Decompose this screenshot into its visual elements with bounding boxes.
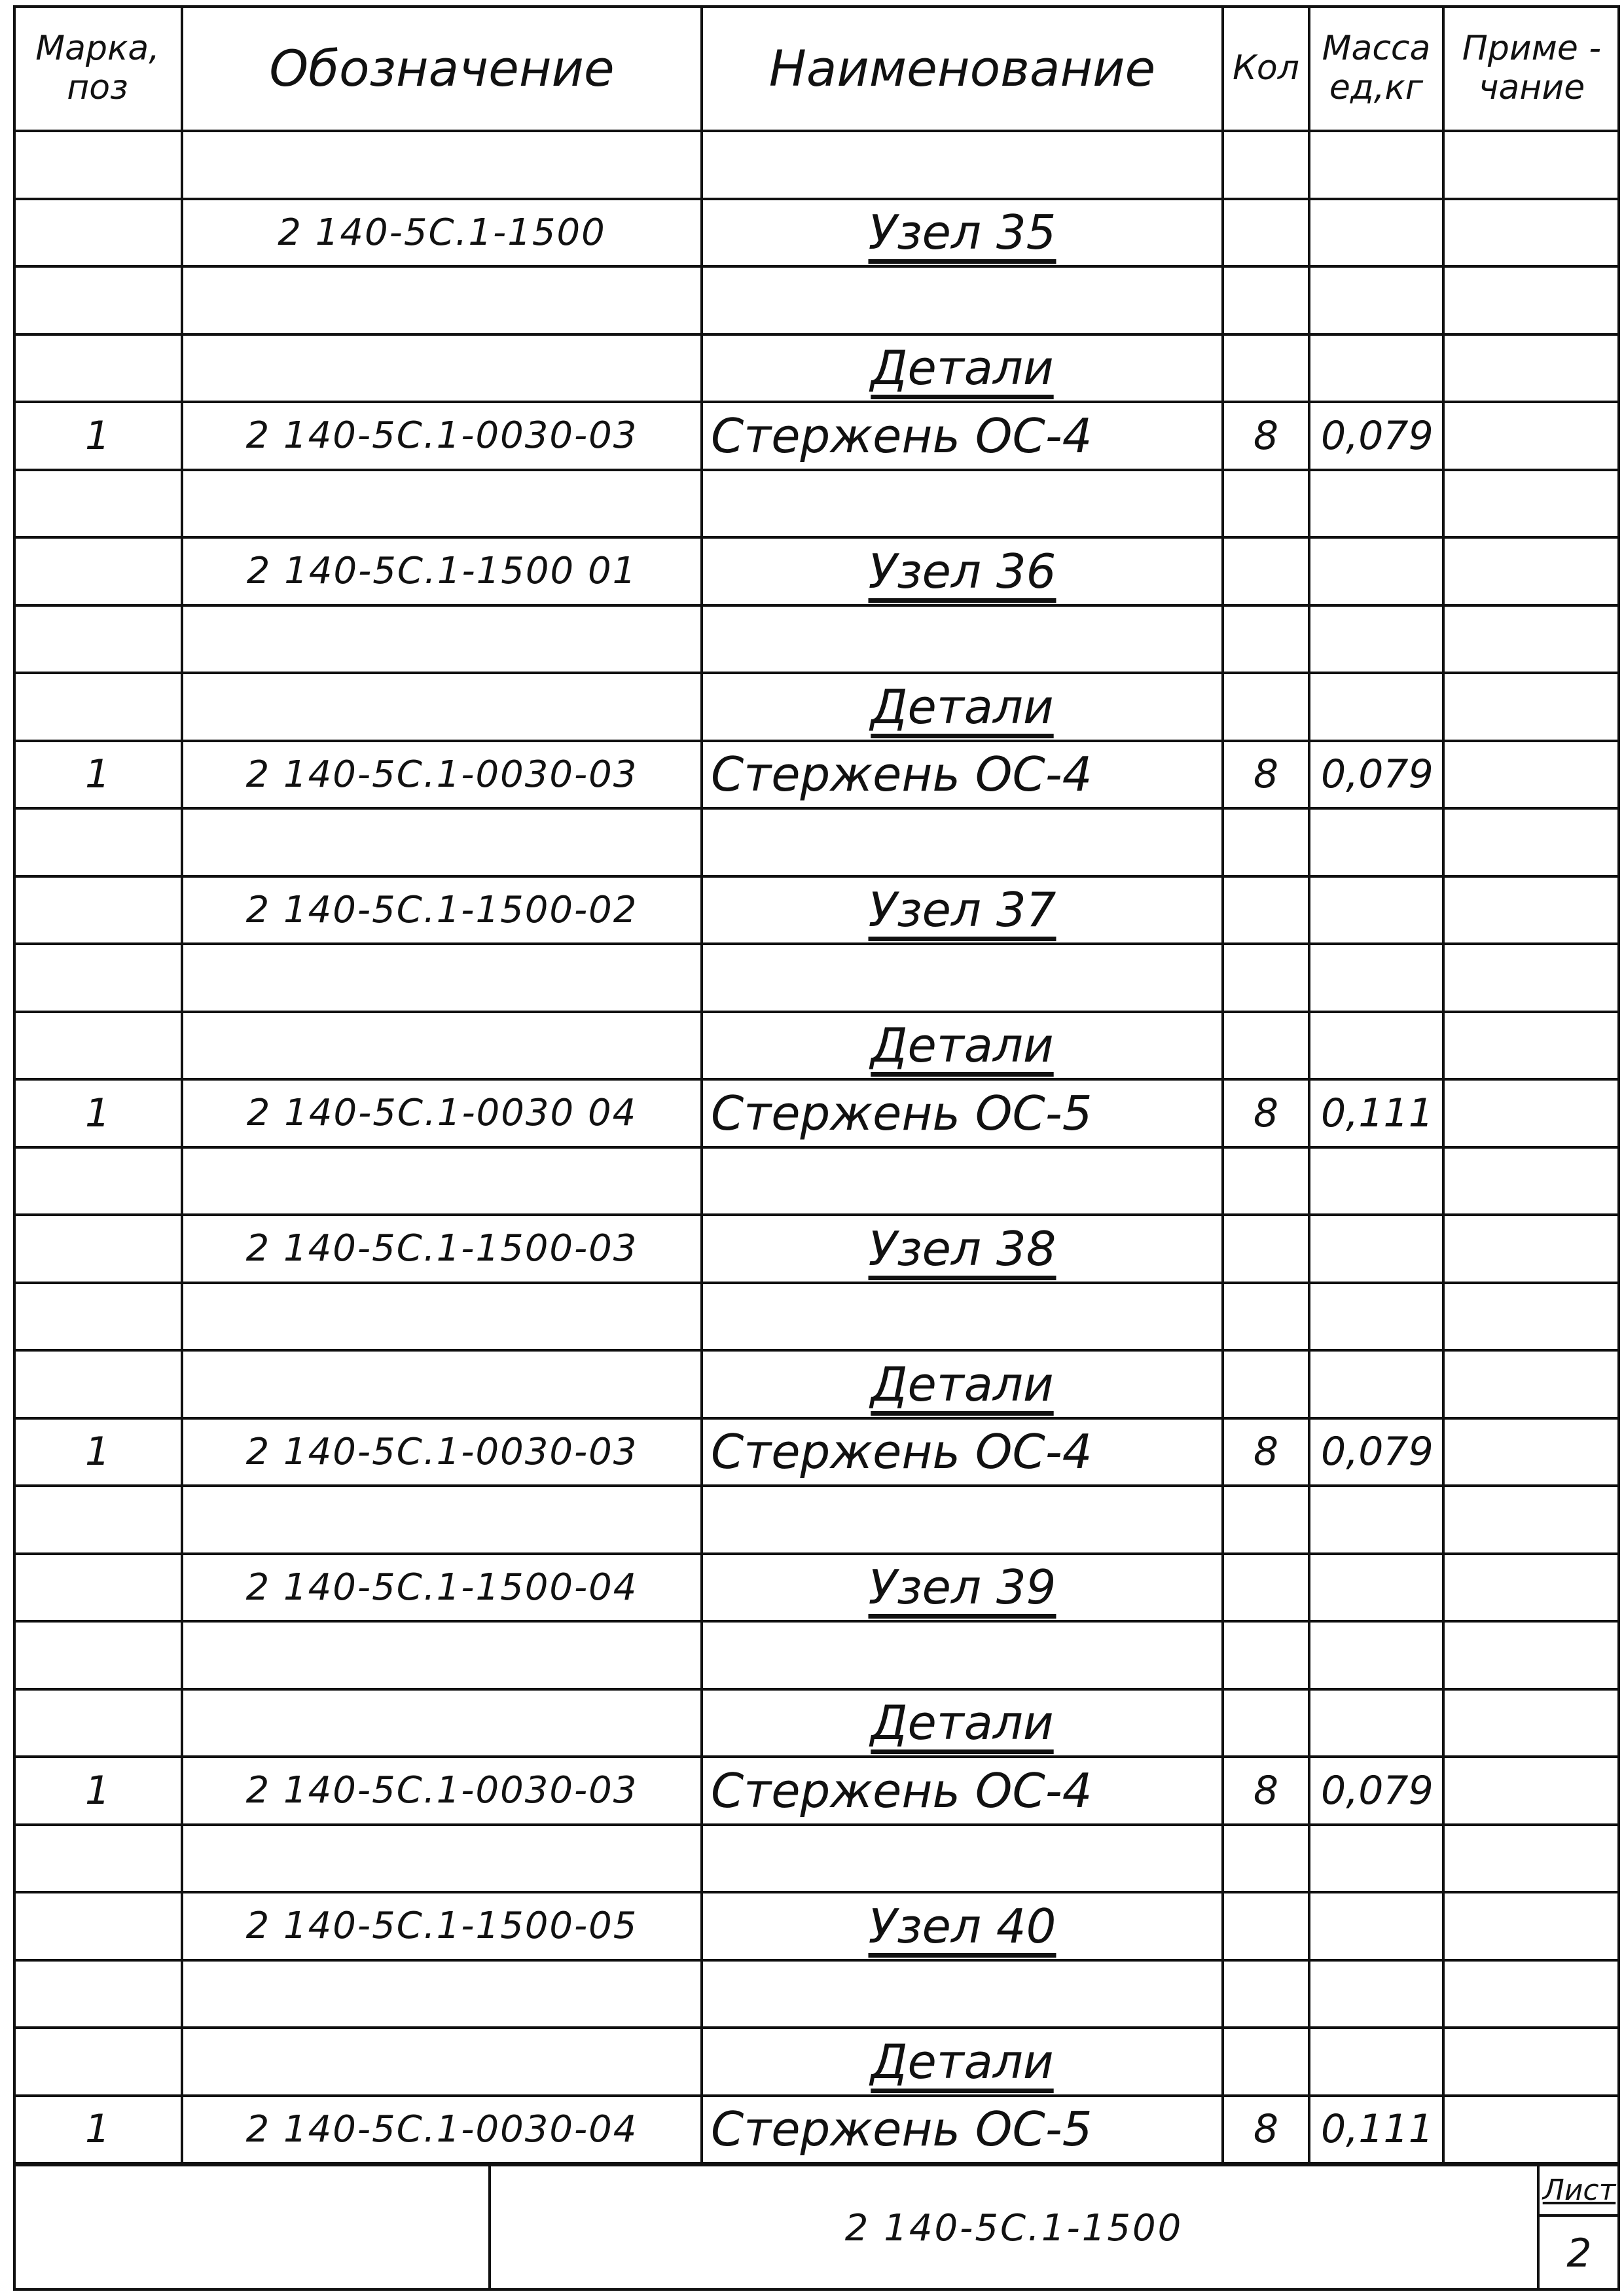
name-cell (702, 266, 1232, 334)
group-heading: Детали (871, 1356, 1054, 1412)
qty-cell (1223, 1825, 1309, 1893)
qty-cell (1223, 2028, 1309, 2096)
header-name: Наименование (768, 39, 1156, 98)
designation-cell (182, 1486, 702, 1554)
qty-cell (1223, 1283, 1309, 1351)
mass-cell (1309, 1825, 1455, 1893)
name-cell: Стержень ОС-4 (711, 1424, 1092, 1480)
qty-cell (1223, 876, 1309, 944)
designation-cell (182, 1283, 702, 1351)
designation-cell (182, 2028, 702, 2096)
header-mark-line: поз (67, 68, 128, 107)
name-cell (702, 1960, 1232, 2028)
mass-cell: 0,079 (1321, 1767, 1434, 1814)
note-cell (1443, 741, 1620, 809)
mark-cell (13, 1621, 182, 1689)
qty-cell: 8 (1253, 1429, 1279, 1475)
name-cell (702, 808, 1232, 876)
group-heading: Узел 36 (868, 543, 1056, 599)
mass-cell (1309, 1350, 1455, 1418)
designation-cell (182, 266, 702, 334)
mass-cell (1309, 1554, 1455, 1622)
designation-cell (182, 1960, 702, 2028)
group-heading: Узел 40 (868, 1898, 1056, 1954)
mark-cell (13, 199, 182, 267)
mass-cell (1309, 1012, 1455, 1080)
qty-cell (1223, 1147, 1309, 1215)
mark-cell (13, 1283, 182, 1351)
designation-cell (182, 334, 702, 403)
header-designation: Обозначение (269, 39, 615, 98)
header-mass-line: ед,кг (1329, 68, 1424, 107)
mark-cell (13, 808, 182, 876)
mass-cell (1309, 1689, 1455, 1757)
sheet-number: 2 (1566, 2230, 1592, 2276)
designation-cell: 2 140-5С.1-1500-03 (245, 1227, 638, 1270)
group-heading: Узел 35 (868, 205, 1056, 260)
note-cell (1443, 1418, 1620, 1486)
mass-cell (1309, 1147, 1455, 1215)
qty-cell (1223, 673, 1309, 741)
note-cell (1443, 1757, 1620, 1825)
qty-cell (1223, 470, 1309, 538)
qty-cell (1223, 266, 1309, 334)
group-heading: Детали (871, 340, 1054, 396)
mass-cell (1309, 334, 1455, 403)
header-note-line: чание (1478, 68, 1585, 107)
qty-cell (1223, 537, 1309, 605)
mark-cell (13, 131, 182, 199)
mass-cell: 0,079 (1321, 751, 1434, 798)
note-cell (1443, 334, 1620, 403)
designation-cell: 2 140-5С.1-0030-03 (245, 1430, 638, 1473)
note-cell (1443, 1554, 1620, 1622)
header-mark (13, 5, 182, 131)
mark-cell (13, 1012, 182, 1080)
mass-cell (1309, 131, 1455, 199)
document-code: 2 140-5С.1-1500 (844, 2206, 1183, 2250)
mark-cell (13, 1892, 182, 1960)
note-cell (1443, 131, 1620, 199)
note-cell (1443, 1079, 1620, 1147)
designation-cell (182, 673, 702, 741)
name-cell: Стержень ОС-5 (711, 2102, 1092, 2157)
mark-cell: 1 (84, 751, 111, 798)
qty-cell: 8 (1253, 1767, 1279, 1814)
mark-cell (13, 673, 182, 741)
mass-cell (1309, 1215, 1455, 1283)
qty-cell: 8 (1253, 2106, 1279, 2153)
mass-cell (1309, 1621, 1455, 1689)
qty-cell: 8 (1253, 1090, 1279, 1136)
qty-cell (1223, 131, 1309, 199)
designation-cell: 2 140-5С.1-0030-03 (245, 414, 638, 457)
column-rule (1308, 5, 1310, 2165)
mass-cell (1309, 808, 1455, 876)
note-cell (1443, 1892, 1620, 1960)
group-heading: Детали (871, 1018, 1054, 1073)
designation-cell: 2 140-5С.1-0030-03 (245, 1769, 638, 1812)
qty-cell (1223, 199, 1309, 267)
mass-cell: 0,111 (1321, 2106, 1434, 2153)
note-cell (1443, 808, 1620, 876)
note-cell (1443, 605, 1620, 673)
mass-cell (1309, 876, 1455, 944)
designation-cell: 2 140-5С.1-1500-04 (245, 1566, 638, 1609)
mass-cell (1309, 266, 1455, 334)
mass-cell: 0,111 (1321, 1090, 1434, 1136)
name-cell (702, 944, 1232, 1012)
designation-cell (182, 1621, 702, 1689)
mark-cell (13, 1825, 182, 1893)
mass-cell (1309, 1892, 1455, 1960)
note-cell (1443, 876, 1620, 944)
mark-cell (13, 334, 182, 403)
note-cell (1443, 1825, 1620, 1893)
mass-cell (1309, 944, 1455, 1012)
note-cell (1443, 944, 1620, 1012)
note-cell (1443, 266, 1620, 334)
designation-cell (182, 605, 702, 673)
mass-cell (1309, 2028, 1455, 2096)
name-cell: Стержень ОС-4 (711, 747, 1092, 802)
mark-cell (13, 537, 182, 605)
qty-cell (1223, 808, 1309, 876)
note-cell (1443, 1486, 1620, 1554)
mark-cell (13, 266, 182, 334)
mark-cell (13, 1554, 182, 1622)
name-cell (702, 605, 1232, 673)
qty-cell (1223, 1621, 1309, 1689)
qty-cell (1223, 1215, 1309, 1283)
column-rule (700, 5, 703, 2165)
mass-cell (1309, 470, 1455, 538)
qty-cell (1223, 944, 1309, 1012)
designation-cell (182, 1012, 702, 1080)
designation-cell: 2 140-5С.1-1500-02 (245, 888, 638, 931)
name-cell (702, 1147, 1232, 1215)
mark-cell: 1 (84, 1429, 111, 1475)
mark-cell: 1 (84, 2106, 111, 2153)
qty-cell (1223, 1012, 1309, 1080)
designation-cell (182, 1350, 702, 1418)
mark-cell (13, 605, 182, 673)
name-cell (702, 1825, 1232, 1893)
name-cell (702, 1486, 1232, 1554)
name-cell (702, 470, 1232, 538)
name-cell: Стержень ОС-4 (711, 408, 1092, 463)
designation-cell: 2 140-5С.1-0030 04 (246, 1092, 638, 1135)
mark-cell (13, 1960, 182, 2028)
group-heading: Детали (871, 2034, 1054, 2089)
note-cell (1443, 402, 1620, 470)
mass-cell (1309, 1283, 1455, 1351)
qty-cell (1223, 1689, 1309, 1757)
note-cell (1443, 673, 1620, 741)
designation-cell: 2 140-5С.1-1500-05 (245, 1905, 638, 1948)
column-rule (1442, 5, 1445, 2165)
column-rule (1221, 5, 1224, 2165)
qty-cell: 8 (1253, 412, 1279, 459)
designation-cell: 2 140-5С.1-0030-03 (245, 753, 638, 796)
mark-cell (13, 1486, 182, 1554)
mark-cell (13, 2028, 182, 2096)
qty-cell: 8 (1253, 751, 1279, 798)
note-cell (1443, 537, 1620, 605)
header-note-line: Приме - (1462, 29, 1602, 68)
note-cell (1443, 1012, 1620, 1080)
mark-cell (13, 1689, 182, 1757)
note-cell (1443, 2028, 1620, 2096)
mark-cell (13, 1147, 182, 1215)
group-heading: Узел 38 (868, 1221, 1056, 1276)
mass-cell (1309, 199, 1455, 267)
group-heading: Детали (871, 1695, 1054, 1751)
qty-cell (1223, 1892, 1309, 1960)
mark-cell (13, 944, 182, 1012)
qty-cell (1223, 605, 1309, 673)
column-rule (181, 5, 183, 2165)
qty-cell (1223, 1960, 1309, 2028)
qty-cell (1223, 1486, 1309, 1554)
mass-cell (1309, 1960, 1455, 2028)
designation-cell: 2 140-5С.1-0030-04 (245, 2108, 638, 2151)
note-cell (1443, 1147, 1620, 1215)
mass-cell: 0,079 (1321, 1429, 1434, 1475)
mark-cell: 1 (84, 412, 111, 459)
note-cell (1443, 1689, 1620, 1757)
mark-cell (13, 470, 182, 538)
designation-cell (182, 944, 702, 1012)
designation-cell (182, 131, 702, 199)
qty-cell (1223, 334, 1309, 403)
note-cell (1443, 2096, 1620, 2164)
designation-cell (182, 808, 702, 876)
name-cell (702, 1621, 1232, 1689)
header-qty: Кол (1233, 48, 1299, 88)
group-heading: Узел 39 (868, 1560, 1056, 1615)
group-heading: Узел 37 (868, 882, 1056, 938)
mark-cell: 1 (84, 1767, 111, 1814)
note-cell (1443, 1215, 1620, 1283)
mark-cell (13, 1215, 182, 1283)
name-cell: Стержень ОС-5 (711, 1085, 1092, 1141)
designation-cell (182, 1689, 702, 1757)
header-note (1443, 5, 1620, 131)
mark-cell (13, 876, 182, 944)
designation-cell: 2 140-5С.1-1500 01 (246, 550, 638, 593)
qty-cell (1223, 1554, 1309, 1622)
mass-cell (1309, 605, 1455, 673)
name-cell: Стержень ОС-4 (711, 1763, 1092, 1818)
sheet-label: Лист (1542, 2174, 1616, 2207)
designation-cell (182, 470, 702, 538)
name-cell (702, 131, 1232, 199)
header-mark-line: Марка, (35, 29, 160, 68)
header-mass-line: Масса (1322, 29, 1431, 68)
qty-cell (1223, 1350, 1309, 1418)
name-cell (702, 1283, 1232, 1351)
note-cell (1443, 199, 1620, 267)
mass-cell (1309, 673, 1455, 741)
note-cell (1443, 470, 1620, 538)
mass-cell (1309, 1486, 1455, 1554)
designation-cell (182, 1147, 702, 1215)
mark-cell: 1 (84, 1090, 111, 1136)
note-cell (1443, 1960, 1620, 2028)
mass-cell: 0,079 (1321, 412, 1434, 459)
group-heading: Детали (871, 679, 1054, 734)
note-cell (1443, 1350, 1620, 1418)
designation-cell (182, 1825, 702, 1893)
note-cell (1443, 1283, 1620, 1351)
note-cell (1443, 1621, 1620, 1689)
mark-cell (13, 1350, 182, 1418)
header-mass (1309, 5, 1443, 131)
mass-cell (1309, 537, 1455, 605)
designation-cell: 2 140-5С.1-1500 (278, 211, 606, 254)
